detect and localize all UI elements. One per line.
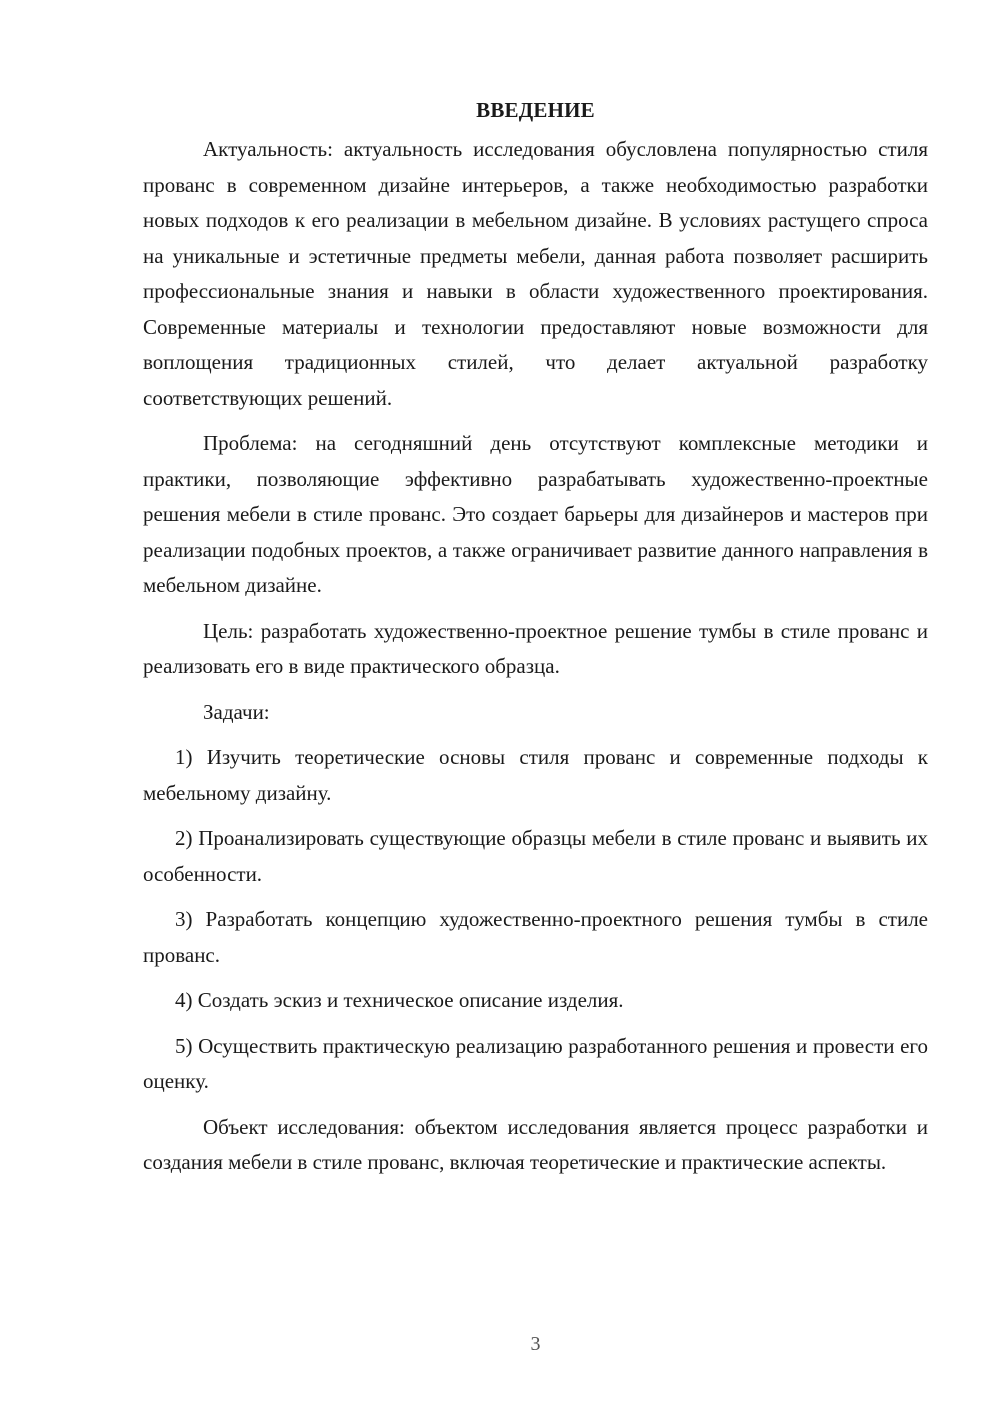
- page-title: ВВЕДЕНИЕ: [476, 98, 595, 122]
- task-item: 4) Создать эскиз и техническое описание изделия.: [175, 988, 624, 1012]
- object-paragraph: Объект исследования: объектом исследования является процесс разработки и создания мебели в стиле прованс, включая теоретические и практические аспекты.: [143, 1114, 928, 1174]
- problem-paragraph: Проблема: на сегодняшний день отсутствуют комплексные методики и практики, позволяющие эффективно разрабатывать художественно-проектные решения мебели в стиле прованс. Это создает барьеры для дизайнеров и мастеров при реализации подобных проектов, а также ограничивает развитие данного направления в мебельном дизайне.: [143, 431, 928, 597]
- task-item: 3) Разработать концепцию художественно-проектного решения тумбы в стиле прованс.: [143, 907, 928, 967]
- goal-paragraph: Цель: разработать художественно-проектное решение тумбы в стиле прованс и реализовать его в виде практического образца.: [143, 618, 928, 678]
- task-item: 1) Изучить теоретические основы стиля прованс и современные подходы к мебельному дизайну.: [143, 745, 928, 805]
- relevance-paragraph: Актуальность: актуальность исследования обусловлена популярностью стиля прованс в современном дизайне интерьеров, а также необходимостью разработки новых подходов к его реализации в мебельном дизайне. В условиях растущего спроса на уникальные и эстетичные предметы мебели, данная работа позволяет расширить профессиональные знания и навыки в области художественного проектирования. Современные материалы и технологии предоставляют новые возможности для воплощения традиционных стилей, что делает актуальной разработку соответствующих решений.: [143, 137, 928, 410]
- page-number: 3: [530, 1333, 541, 1355]
- document-page: [143, 96, 928, 1191]
- tasks-label: Задачи:: [203, 699, 270, 724]
- task-item: 2) Проанализировать существующие образцы мебели в стиле прованс и выявить их особенности.: [143, 826, 928, 886]
- task-item: 5) Осуществить практическую реализацию разработанного решения и провести его оценку.: [143, 1033, 928, 1093]
